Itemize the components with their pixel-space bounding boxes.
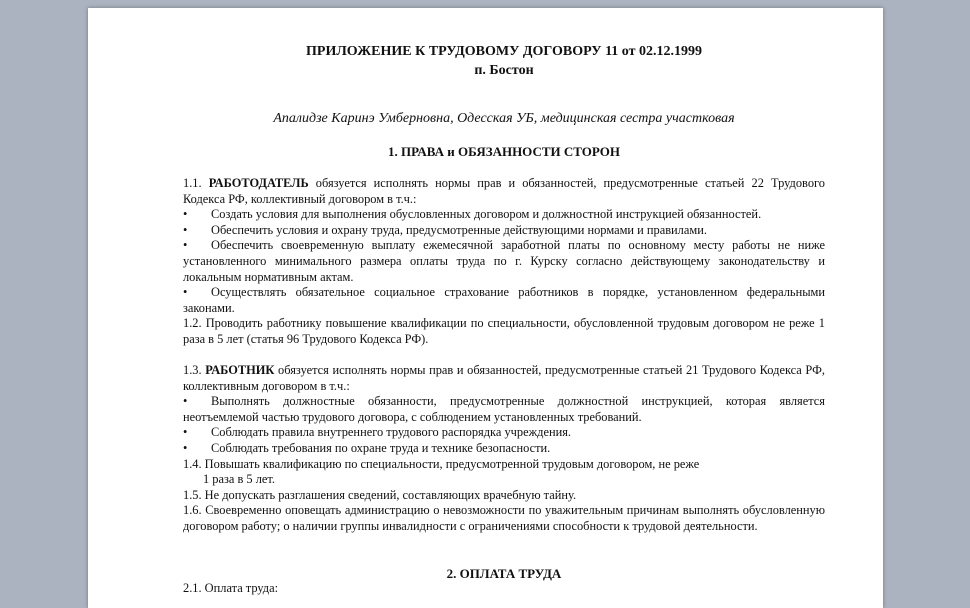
- bullet-icon: •: [183, 222, 188, 237]
- bullet-item: • Обеспечить условия и охрану труда, предусмотренные действующими нормами и правилами.: [183, 222, 707, 237]
- document-page: [88, 8, 883, 608]
- bullet-icon: •: [183, 285, 188, 300]
- section-1-employer-block: [183, 176, 825, 348]
- section-2-heading: 2. ОПЛАТА ТРУДА: [446, 566, 562, 581]
- section-1-heading: 1. ПРАВА и ОБЯЗАННОСТИ СТОРОН: [388, 144, 620, 159]
- employer-label: РАБОТОДАТЕЛЬ: [208, 176, 309, 190]
- paragraph-1-4-cont: 1 раза в 5 лет.: [203, 472, 275, 487]
- paragraph-number: 1.1.: [183, 176, 202, 190]
- bullet-icon: •: [183, 440, 188, 455]
- paragraph-1-3: [183, 363, 825, 394]
- bullet-icon: •: [183, 207, 188, 222]
- section-1-worker-block: [183, 363, 825, 535]
- bullet-icon: •: [183, 394, 188, 409]
- document-title: ПРИЛОЖЕНИЕ К ТРУДОВОМУ ДОГОВОРУ 11 от 02.12.1999: [306, 44, 702, 59]
- bullet-item: • Обеспечить своевременную выплату ежемесячной заработной платы по основному месту работы не ниже установленного минимального размера оплаты труда по г. Курску согласно действующему законодательству и локальным нормативным актам.: [183, 238, 825, 284]
- paragraph-text: обязуется исполнять нормы прав и обязанностей, предусмотренные статьей 21 Трудового Кодекса РФ, коллективным договором в т.ч.:: [183, 363, 825, 393]
- bullet-item: • Соблюдать правила внутреннего трудового распорядка учреждения.: [183, 425, 571, 440]
- bullet-item: • Осуществлять обязательное социальное страхование работников в порядке, установленном федеральными законами.: [183, 285, 825, 315]
- paragraph-1-1: [183, 176, 825, 207]
- bullet-item: • Создать условия для выполнения обусловленных договором и должностной инструкцией обязанностей.: [183, 207, 762, 222]
- paragraph-1-2: 1.2. Проводить работнику повышение квалификации по специальности, обусловленной трудовым договором не реже 1 раза в 5 лет (статья 96 Трудового Кодекса РФ).: [183, 316, 825, 346]
- paragraph-1-5: 1.5. Не допускать разглашения сведений, составляющих врачебную тайну.: [183, 487, 577, 502]
- employee-line: Апалидзе Каринэ Умберновна, Одесская УБ, медицинская сестра участковая: [273, 111, 735, 126]
- document-place: п. Бостон: [474, 63, 534, 78]
- paragraph-2-1: 2.1. Оплата труда:: [183, 581, 279, 595]
- bullet-icon: •: [183, 425, 188, 440]
- bullet-item: • Соблюдать требования по охране труда и технике безопасности.: [183, 440, 551, 455]
- paragraph-1-4: 1.4. Повышать квалификацию по специальности, предусмотренной трудовым договором, не реже: [183, 456, 700, 471]
- bullet-item: • Выполнять должностные обязанности, предусмотренные должностной инструкцией, которая является неотъемлемой частью трудового договора, с соблюдением установленных требований.: [183, 394, 825, 424]
- paragraph-number: 1.3.: [183, 363, 202, 377]
- worker-label: РАБОТНИК: [205, 363, 275, 377]
- paragraph-text: обязуется исполнять нормы прав и обязанностей, предусмотренные статьей 22 Трудового Кодекса РФ, коллективный договором в т.ч.:: [183, 176, 825, 206]
- paragraph-1-6: 1.6. Своевременно оповещать администрацию о невозможности по уважительным причинам выполнять обусловленную договором работу; о наличии группы инвалидности с ограничениями способности к трудовой деятельности.: [183, 503, 825, 533]
- bullet-icon: •: [183, 238, 188, 253]
